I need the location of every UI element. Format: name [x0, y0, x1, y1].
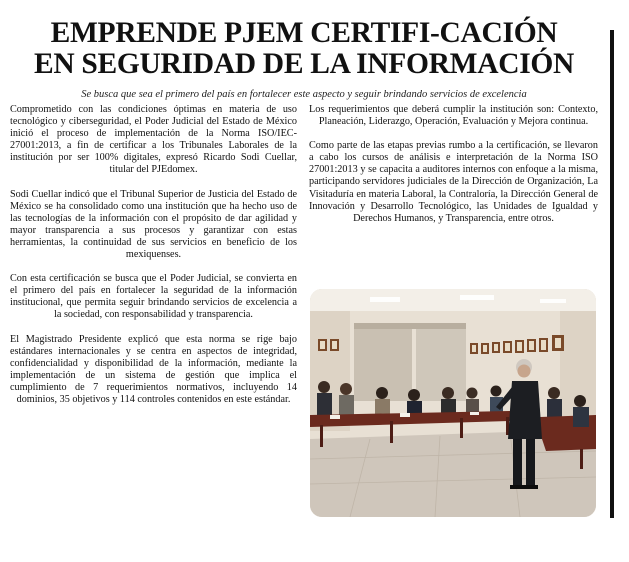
headline-line-1: EMPRENDE PJEM CERTIFI-CACIÓN	[50, 17, 558, 49]
paragraph: Con esta certificación se busca que el Poder Judicial, se convierta en el primero del país en fortalecer la seguridad de la información institucional, que permita seguir brindando servicios de excelencia a la sociedad, con responsabilidad y transparencia.	[10, 273, 297, 321]
right-column	[309, 104, 598, 237]
photo-illustration	[310, 289, 596, 517]
paragraph: Comprometido con las condiciones óptimas en materia de uso tecnológico y ciberseguridad, el Poder Judicial del Estado de México inició el proceso de implementación de la Norma ISO/IEC-27001:2013, a fin de certificar a los Tribunales Laborales de la institución por ser 100% digitales, expresó Ricardo Sodi Cuellar, titular del PJEdomex.	[10, 104, 297, 176]
headline-line-2: EN SEGURIDAD DE LA INFORMACIÓN	[33, 48, 575, 80]
paragraph: Sodi Cuellar indicó que el Tribunal Superior de Justicia del Estado de México se ha consolidado como una institución que ha hecho uso de las tecnologías de la información con el propósito de dar agilidad y mayor transparencia a sus procesos y garantizar con estas herramientas, la continuidad de sus servicios en beneficio de los mexiquenses.	[10, 188, 297, 261]
training-session-photo	[310, 289, 596, 517]
paragraph: Los requerimientos que deberá cumplir la institución son: Contexto, Planeación, Liderazgo, Operación, Evaluación y Mejora continua.	[309, 104, 598, 128]
subtitle: Se busca que sea el primero del país en fortalecer este aspecto y seguir brindando servicios de excelencia	[81, 89, 527, 100]
paragraph: El Magistrado Presidente explicó que esta norma se rige bajo estándares internacionales y se centra en aspectos de integridad, confidencialidad y disponibilidad de la información, mediante la implementación de un sistema de gestión que implica el cumplimiento de 7 requerimientos normativos, incluyendo 14 dominios, 35 objetivos y 114 controles contenidos en este estándar.	[10, 333, 297, 405]
left-column	[10, 104, 297, 418]
column-rule	[610, 30, 614, 518]
headline	[8, 18, 600, 80]
paragraph: Como parte de las etapas previas rumbo a la certificación, se llevaron a cabo los cursos de análisis e interpretación de la Norma ISO 27001:2013 y se capacita a auditores internos con enfoque a la misma, participando servidores judiciales de la Dirección de Organización, La Visitaduría en materia Laboral, la Contraloría, la Dirección General de Innovación y Desarrollo Tecnológico, las Unidades de Igualdad y Derechos Humanos, y Transparencia, entre otros.	[309, 140, 598, 224]
